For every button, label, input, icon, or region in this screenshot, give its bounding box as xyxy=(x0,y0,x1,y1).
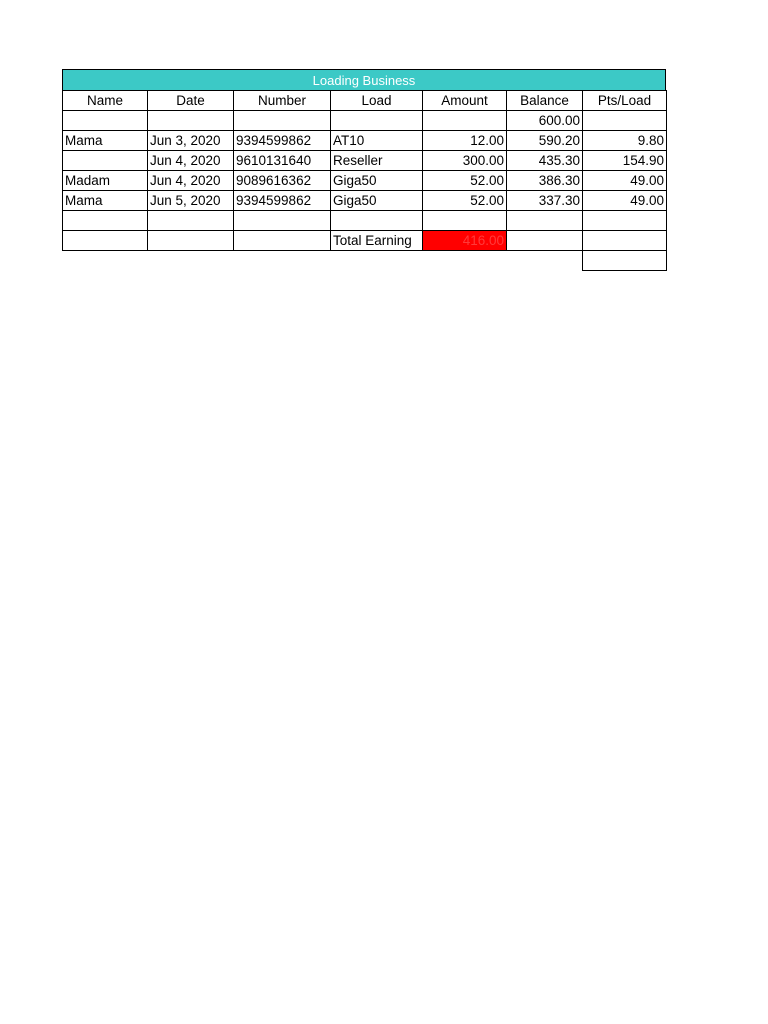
balance-cell[interactable]: 337.30 xyxy=(507,191,583,211)
pts-load-cell[interactable]: 9.80 xyxy=(583,131,667,151)
cell[interactable] xyxy=(234,211,331,231)
amount-cell[interactable]: 300.00 xyxy=(423,151,507,171)
cell xyxy=(507,251,583,271)
number-cell[interactable]: 9610131640 xyxy=(234,151,331,171)
cell[interactable] xyxy=(423,211,507,231)
column-header-date[interactable]: Date xyxy=(148,91,234,111)
cell[interactable] xyxy=(148,211,234,231)
cell[interactable] xyxy=(234,111,331,131)
total-earning-label[interactable]: Total Earning xyxy=(331,231,423,251)
balance-cell[interactable]: 590.20 xyxy=(507,131,583,151)
date-cell[interactable]: Jun 3, 2020 xyxy=(148,131,234,151)
trailing-row xyxy=(63,251,667,271)
number-cell[interactable]: 9394599862 xyxy=(234,131,331,151)
opening-balance-row xyxy=(63,111,667,131)
balance-cell[interactable]: 386.30 xyxy=(507,171,583,191)
total-earning-value[interactable]: 416.00 xyxy=(423,231,507,251)
cell[interactable] xyxy=(148,231,234,251)
balance-cell[interactable]: 435.30 xyxy=(507,151,583,171)
sheet-title: Loading Business xyxy=(62,69,666,90)
cell xyxy=(234,251,331,271)
cell[interactable] xyxy=(63,231,148,251)
date-cell[interactable]: Jun 4, 2020 xyxy=(148,151,234,171)
cell xyxy=(148,251,234,271)
name-cell[interactable] xyxy=(63,151,148,171)
spreadsheet xyxy=(62,69,666,271)
column-header-amount[interactable]: Amount xyxy=(423,91,507,111)
column-header-pts-load[interactable]: Pts/Load xyxy=(583,91,667,111)
cell[interactable] xyxy=(583,251,667,271)
date-cell[interactable]: Jun 5, 2020 xyxy=(148,191,234,211)
cell xyxy=(423,251,507,271)
number-cell[interactable]: 9089616362 xyxy=(234,171,331,191)
table-row xyxy=(63,171,667,191)
column-header-number[interactable]: Number xyxy=(234,91,331,111)
date-cell[interactable]: Jun 4, 2020 xyxy=(148,171,234,191)
cell[interactable] xyxy=(423,111,507,131)
amount-cell[interactable]: 52.00 xyxy=(423,171,507,191)
cell[interactable] xyxy=(331,211,423,231)
amount-cell[interactable]: 52.00 xyxy=(423,191,507,211)
table-row xyxy=(63,191,667,211)
name-cell[interactable]: Mama xyxy=(63,131,148,151)
pts-load-cell[interactable]: 49.00 xyxy=(583,191,667,211)
cell[interactable] xyxy=(331,111,423,131)
cell[interactable] xyxy=(234,231,331,251)
column-header-load[interactable]: Load xyxy=(331,91,423,111)
column-header-balance[interactable]: Balance xyxy=(507,91,583,111)
name-cell[interactable]: Mama xyxy=(63,191,148,211)
amount-cell[interactable]: 12.00 xyxy=(423,131,507,151)
load-cell[interactable]: AT10 xyxy=(331,131,423,151)
cell[interactable] xyxy=(63,111,148,131)
header-row xyxy=(63,91,667,111)
table-row xyxy=(63,131,667,151)
cell[interactable] xyxy=(583,211,667,231)
empty-row xyxy=(63,211,667,231)
number-cell[interactable]: 9394599862 xyxy=(234,191,331,211)
cell xyxy=(63,251,148,271)
cell[interactable] xyxy=(507,231,583,251)
data-table xyxy=(62,90,667,271)
opening-balance-cell[interactable]: 600.00 xyxy=(507,111,583,131)
cell xyxy=(331,251,423,271)
column-header-name[interactable]: Name xyxy=(63,91,148,111)
cell[interactable] xyxy=(507,211,583,231)
load-cell[interactable]: Reseller xyxy=(331,151,423,171)
pts-load-cell[interactable]: 49.00 xyxy=(583,171,667,191)
cell[interactable] xyxy=(583,231,667,251)
name-cell[interactable]: Madam xyxy=(63,171,148,191)
table-row xyxy=(63,151,667,171)
cell[interactable] xyxy=(148,111,234,131)
cell[interactable] xyxy=(63,211,148,231)
total-row xyxy=(63,231,667,251)
load-cell[interactable]: Giga50 xyxy=(331,171,423,191)
cell[interactable] xyxy=(583,111,667,131)
load-cell[interactable]: Giga50 xyxy=(331,191,423,211)
pts-load-cell[interactable]: 154.90 xyxy=(583,151,667,171)
